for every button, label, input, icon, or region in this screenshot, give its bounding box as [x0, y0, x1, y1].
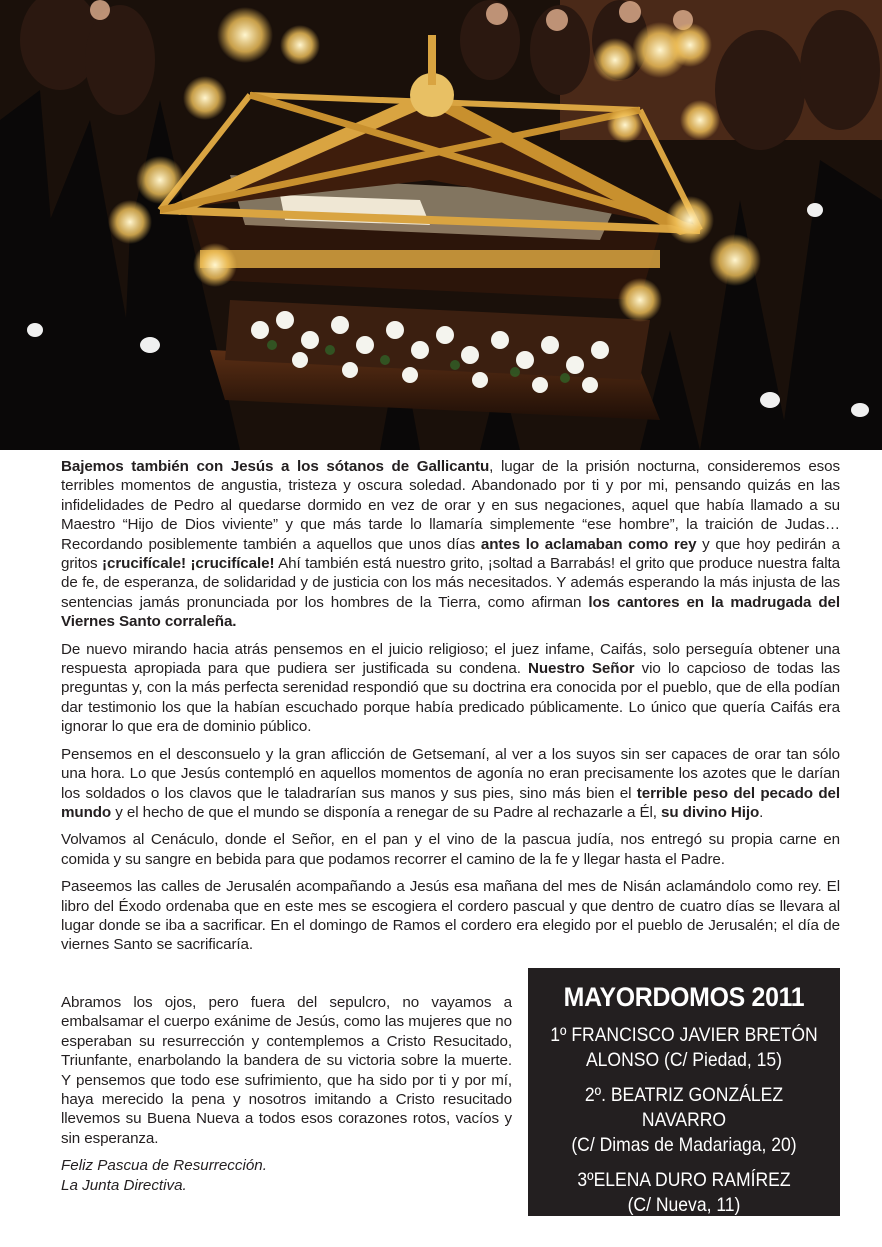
mayordomo-1-address: ALONSO (C/ Piedad, 15) — [585, 1049, 783, 1071]
mayordomos-title: MAYORDOMOS 2011 — [563, 982, 805, 1012]
mayordomos-box — [528, 968, 840, 1216]
paso-illustration — [0, 0, 882, 450]
paragraph-4 — [61, 830, 840, 869]
signature-line-2: La Junta Directiva. — [61, 1176, 187, 1194]
mayordomo-3 — [544, 1168, 825, 1218]
main-article — [61, 457, 840, 963]
text-run: Volvamos al Cenáculo, donde el Señor, en el pan y el vino de la pascua judía, nos entregó su propia carne en comida y su sangre en bebida para que podamos recorrer el camino de la fe y llegar hasta el Padre. — [61, 831, 840, 868]
paragraph-5 — [61, 877, 840, 955]
closing-paragraph: Abramos los ojos, pero fuera del sepulcro, no vayamos a embalsamar el cuerpo exánime de Jesús, como las mujeres que no esperaban su resurrección y contemplemos a Cristo Resucitado, Triunfante, enarbolando la bandera de su victoria sobre la muerte. Y pensemos que todo ese sufrimiento, que ha sido por ti y por mí, haya merecido la pena y nosotros imitando a Cristo resucitado llevemos su Buena Nueva a todos esos corazones rotos, vacíos y sin esperanza. — [61, 994, 512, 1147]
bold-run: terrible peso del pecado del mundo — [61, 784, 840, 821]
mayordomo-2-name: 2º. BEATRIZ GONZÁLEZ NAVARRO — [584, 1084, 784, 1131]
mayordomo-1 — [544, 1023, 825, 1073]
bold-run: antes lo aclamaban como rey — [480, 535, 697, 553]
closing-column — [61, 993, 512, 1195]
text-run: Paseemos las calles de Jerusalén acompañando a Jesús esa mañana del mes de Nisán aclamándolo como rey. El libro del Éxodo ordenaba que en este mes se escogiera el cordero pascual y que dentro de cuatro días se llevara al lugar donde se iba a sacrificar. En el domingo de Ramos el cordero era elegido por el pueblo de Jerusalén; el día de viernes Santo se sacrificaría. — [61, 878, 840, 954]
signature — [61, 1156, 512, 1195]
text-run: y que hoy pedirán a gritos — [61, 535, 840, 573]
paragraph-3 — [61, 745, 840, 823]
procession-photo — [0, 0, 882, 450]
paragraph-1 — [61, 457, 840, 632]
mayordomo-2 — [544, 1083, 825, 1158]
bold-run: Bajemos también con Jesús a los sótanos de Gallicantu — [61, 458, 490, 475]
paragraph-2 — [61, 640, 840, 737]
text-run: De nuevo mirando hacia atrás pensemos en el juicio religioso; el juez infame, Caifás, solo perseguía obtener una respuesta apropiada para que pudiera ser justificada su condena. — [61, 640, 840, 678]
mayordomo-3-address: (C/ Nueva, 11) — [627, 1194, 741, 1216]
mayordomo-2-address: (C/ Dimas de Madariaga, 20) — [571, 1134, 797, 1156]
bold-run: los cantores en la madrugada del Viernes Santo corraleña. — [61, 593, 840, 631]
text-run: Ahí también está nuestro grito, ¡soltad a Barrabás! el grito que produce nuestra falta de fe, de esperanza, de solidaridad y de justicia con los más necesitados. Y además esperando la más injusta de las sentencias jamás pronunciada por los hombres de la Tierra, como afirman — [61, 555, 840, 611]
text-run: y el hecho de que el mundo se disponía a renegar de su Padre al rechazarle a Él, — [111, 803, 661, 821]
bold-run: su divino Hijo — [661, 803, 760, 821]
mayordomo-3-name: 3ºELENA DURO RAMÍREZ — [577, 1169, 791, 1191]
text-run: , lugar de la prisión nocturna, consideremos esos terribles momentos de angustia, tristeza y oscura soledad. Abandonado por ti y por mi, pensando quizás en las infidelidades de Pedro al quedarse dormido en vez de orar y en sus negaciones, aquel que había llamado a su Maestro “Hijo de Dios viviente” y que más tarde lo llamaría simplemente “ese hombre”, la traición de Judas… Recordando posiblemente también a aquellos que unos días — [61, 458, 841, 553]
mayordomo-1-name: 1º FRANCISCO JAVIER BRETÓN — [550, 1024, 818, 1046]
bold-run: Nuestro Señor — [528, 660, 635, 678]
signature-line-1: Feliz Pascua de Resurrección. — [61, 1157, 267, 1175]
bold-run: ¡crucifícale! ¡crucifícale! — [102, 555, 275, 573]
text-run: vio lo capcioso de todas las preguntas y, con la más perfecta serenidad respondió que su doctrina era conocida por el pueblo, que de ella podían dar testimonio los que la habían escuchado porque había predicado públicamente. Lo único que quería Caifás era ignorar lo que era de dominio público. — [61, 660, 840, 736]
text-run: Pensemos en el desconsuelo y la gran aflicción de Getsemaní, al ver a los suyos sin ser capaces de orar tan sólo una hora. Lo que Jesús contempló en aquellos momentos de agonía no eran precisamente los azotes que le darían los soldados o los clavos que le taladrarían sus manos y sus pies, sino más bien el — [61, 745, 840, 802]
text-run: . — [759, 803, 764, 821]
